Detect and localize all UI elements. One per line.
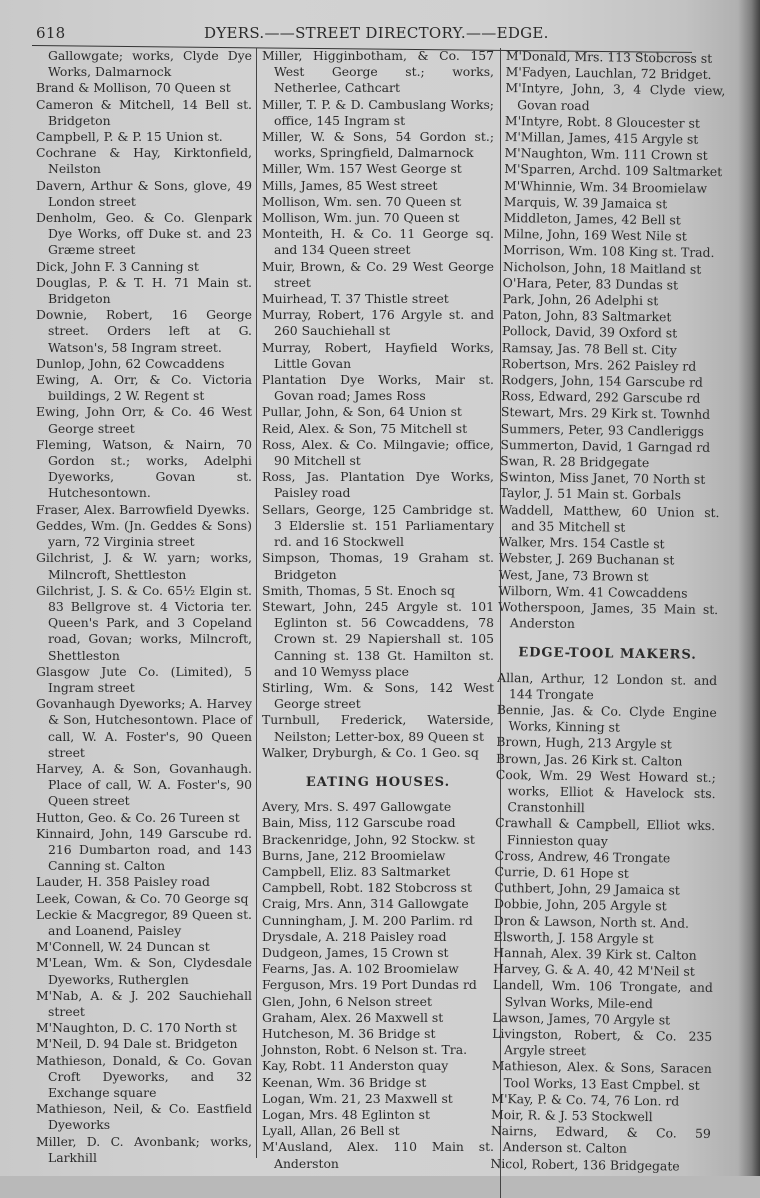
- directory-entry: Miller, T. P. & D. Cambuslang Works; office, 145 Ingram st: [262, 96, 494, 128]
- directory-entry: Bennie, Jas. & Co. Clyde Engine Works, Kinning st: [496, 701, 717, 735]
- directory-entry: Campbell, Eliz. 83 Saltmarket: [262, 863, 451, 879]
- directory-entry: M'Fadyen, Lauchlan, 72 Bridget.: [505, 64, 712, 83]
- directory-entry: Logan, Wm. 21, 23 Maxwell st: [262, 1090, 453, 1106]
- directory-entry: Lawson, James, 70 Argyle st: [492, 1009, 671, 1028]
- directory-entry: Gallowgate; works, Clyde Dye Works, Dalmarnock: [48, 48, 252, 80]
- directory-entry: Marquis, W. 39 Jamaica st: [503, 193, 668, 212]
- directory-entry: Downie, Robert, 16 George street. Orders left at G. Watson's, 58 Ingram street.: [36, 307, 252, 355]
- directory-entry: M'Kay, P. & Co. 74, 76 Lon. rd: [491, 1090, 680, 1109]
- column-divider: [256, 48, 257, 1158]
- directory-entry: Miller, Higginbotham, & Co. 157 West George st.; works, Netherlee, Cathcart: [262, 48, 494, 96]
- directory-entry: Swinton, Miss Janet, 70 North st: [499, 469, 706, 488]
- directory-entry: Fleming, Watson, & Nairn, 70 Gordon st.; works, Adelphi Dyeworks, Govan st. Hutchesontown.: [36, 436, 252, 501]
- directory-entry: M'Naughton, D. C. 170 North st: [36, 1020, 237, 1036]
- directory-entry: Landell, Wm. 106 Trongate, and Sylvan Works, Mile-end: [492, 977, 714, 1011]
- directory-entry: M'Ausland, Alex. 110 Main st. Anderston: [262, 1139, 494, 1171]
- directory-entry: Burns, Jane, 212 Broomielaw: [262, 847, 446, 863]
- directory-entry: Morrison, Wm. 108 King st. Trad.: [503, 242, 715, 261]
- directory-entry: Paton, John, 83 Saltmarket: [502, 307, 672, 325]
- directory-entry: Muirhead, T. 37 Thistle street: [262, 291, 449, 307]
- directory-entry: Taylor, J. 51 Main st. Gorbals: [499, 485, 682, 503]
- directory-entry: M'Lean, Wm. & Son, Clydesdale Dyeworks, Rutherglen: [36, 955, 252, 987]
- directory-entry: Fearns, Jas. A. 102 Broomielaw: [262, 961, 459, 977]
- directory-entry: Brackenridge, John, 92 Stockw. st: [262, 831, 475, 847]
- directory-entry: Glasgow Jute Co. (Limited), 5 Ingram street: [36, 663, 252, 695]
- directory-entry: Glen, John, 6 Nelson street: [262, 993, 432, 1009]
- directory-entry: Monteith, H. & Co. 11 George sq. and 134 Queen street: [262, 226, 494, 258]
- directory-entry: Harvey, A. & Son, Govanhaugh. Place of call, W. A. Foster's, 90 Queen street: [36, 760, 252, 809]
- directory-entry: Waddell, Matthew, 60 Union st. and 35 Mitchell st: [499, 501, 720, 535]
- column-3: [490, 48, 726, 1175]
- directory-entry: Mollison, Wm. sen. 70 Queen st: [262, 193, 462, 209]
- directory-entry: Swan, R. 28 Bridgegate: [500, 453, 650, 471]
- page-gutter-shadow: [738, 0, 760, 1176]
- directory-entry: Robertson, Mrs. 262 Paisley rd: [501, 355, 697, 374]
- directory-entry: Cuthbert, John, 29 Jamaica st: [494, 880, 680, 898]
- section-heading: EATING HOUSES.: [305, 774, 451, 790]
- directory-entry: Ross, Edward, 292 Garscube rd: [501, 388, 701, 407]
- directory-entry: Hutton, Geo. & Co. 26 Tureen st: [36, 809, 240, 825]
- directory-entry: Campbell, P. & P. 15 Union st.: [36, 129, 223, 145]
- directory-entry: Ross, Alex. & Co. Milngavie; office, 90 Mitchell st: [262, 436, 494, 469]
- directory-entry: Simpson, Thomas, 19 Graham st. Bridgeton: [262, 550, 494, 582]
- directory-entry: Brown, Hugh, 213 Argyle st: [496, 734, 672, 752]
- directory-entry: Reid, Alex. & Son, 75 Mitchell st: [262, 420, 468, 436]
- directory-entry: Campbell, Robt. 182 Stobcross st: [262, 880, 472, 896]
- directory-entry: Middleton, James, 42 Bell st: [503, 210, 681, 228]
- directory-entry: M'Naughton, Wm. 111 Crown st: [504, 145, 708, 164]
- section-heading: EDGE-TOOL MAKERS.: [518, 645, 697, 664]
- directory-entry: Craig, Mrs. Ann, 314 Gallowgate: [262, 896, 469, 912]
- directory-entry: Rodgers, John, 154 Garscube rd: [501, 372, 704, 390]
- directory-entry: Park, John, 26 Adelphi st: [502, 291, 659, 309]
- directory-entry: Geddes, Wm. (Jn. Geddes & Sons) yarn, 72 Virginia street: [36, 517, 252, 550]
- directory-entry: Davern, Arthur & Sons, glove, 49 London street: [36, 177, 252, 209]
- directory-entry: Muir, Brown, & Co. 29 West George street: [262, 258, 494, 290]
- directory-entry: Mollison, Wm. jun. 70 Queen st: [262, 210, 460, 226]
- directory-entry: Cunningham, J. M. 200 Parlim. rd: [262, 912, 473, 928]
- directory-entry: M'Millan, James, 415 Argyle st: [504, 129, 699, 147]
- directory-entry: Pollock, David, 39 Oxford st: [501, 323, 678, 341]
- directory-entry: Pullar, John, & Son, 64 Union st: [262, 404, 462, 420]
- directory-entry: Wilborn, Wm. 41 Cowcaddens: [498, 582, 688, 601]
- directory-entry: Wotherspoon, James, 35 Main st. Anderston: [498, 598, 719, 632]
- directory-entry: Moir, R. & J. 53 Stockwell: [491, 1106, 653, 1125]
- directory-entry: Allan, Arthur, 12 London st. and 144 Trongate: [497, 669, 718, 703]
- running-title: DYERS.——STREET DIRECTORY.——EDGE.: [204, 24, 549, 42]
- column-1: [36, 48, 252, 1166]
- directory-entry: Dudgeon, James, 15 Crown st: [262, 944, 449, 960]
- directory-entry: Ross, Jas. Plantation Dye Works, Paisley road: [262, 469, 494, 501]
- directory-entry: Gilchrist, J. S. & Co. 65½ Elgin st. 83 Bellgrove st. 4 Victoria ter. Queen's Park, and 3 Copeland road, Govan; works, Milncroft, Shettleston: [36, 582, 252, 663]
- directory-entry: Lauder, H. 358 Paisley road: [36, 874, 210, 890]
- directory-entry: Graham, Alex. 26 Maxwell st: [262, 1009, 444, 1025]
- directory-entry: M'Nab, A. & J. 202 Sauchiehall street: [36, 987, 252, 1019]
- directory-entry: Mathieson, Donald, & Co. Govan Croft Dyeworks, and 32 Exchange square: [36, 1052, 252, 1100]
- directory-entry: Summers, Peter, 93 Candleriggs: [500, 420, 704, 439]
- directory-entry: Brand & Mollison, 70 Queen st: [36, 80, 231, 96]
- directory-entry: M'Donald, Mrs. 113 Stobcross st: [505, 48, 713, 66]
- directory-entry: Mathieson, Neil, & Co. Eastfield Dyeworks: [36, 1101, 252, 1133]
- directory-entry: Leckie & Macgregor, 89 Queen st. and Loanend, Paisley: [36, 906, 252, 938]
- directory-entry: Kay, Robt. 11 Anderston quay: [262, 1058, 449, 1074]
- directory-entry: Gilchrist, J. & W. yarn; works, Milncroft, Shettleston: [36, 550, 252, 582]
- directory-entry: M'Intyre, John, 3, 4 Clyde view, Govan road: [505, 80, 726, 113]
- directory-entry: Dron & Lawson, North st. And.: [493, 912, 690, 931]
- directory-entry: Cook, Wm. 29 West Howard st.; works, Elliot & Havelock sts. Cranstonhill: [495, 766, 716, 816]
- directory-entry: Elsworth, J. 158 Argyle st: [493, 928, 654, 946]
- directory-entry: Johnston, Robt. 6 Nelson st. Tra.: [262, 1042, 468, 1058]
- directory-entry: Miller, D. C. Avonbank; works, Larkhill: [36, 1133, 252, 1165]
- directory-entry: Brown, Jas. 26 Kirk st. Calton: [495, 750, 683, 769]
- directory-entry: Harvey, G. & A. 40, 42 M'Neil st: [493, 961, 695, 979]
- directory-entry: Douglas, P. & T. H. 71 Main st. Bridgeton: [36, 274, 252, 307]
- directory-entry: Mills, James, 85 West street: [262, 177, 438, 193]
- directory-entry: M'Connell, W. 24 Duncan st: [36, 939, 210, 955]
- directory-entry: Dobbie, John, 205 Argyle st: [493, 896, 667, 914]
- directory-entry: Nairns, Edward, & Co. 59 Anderson st. Calton: [490, 1123, 711, 1157]
- directory-entry: Smith, Thomas, 5 St. Enoch sq: [262, 582, 455, 598]
- directory-entry: Avery, Mrs. S. 497 Gallowgate: [262, 799, 452, 815]
- directory-entry: Ramsay, Jas. 78 Bell st. City: [501, 339, 677, 358]
- directory-entry: Cochrane & Hay, Kirktonfield, Neilston: [36, 145, 252, 177]
- directory-entry: Govanhaugh Dyeworks; A. Harvey & Son, Hutchesontown. Place of call, W. A. Foster's, 90 Queen street: [36, 696, 252, 760]
- directory-entry: Summerton, David, 1 Garngad rd: [500, 436, 711, 455]
- directory-entry: Dick, John F. 3 Canning st: [36, 258, 199, 274]
- directory-entry: Logan, Mrs. 48 Eglinton st: [262, 1107, 430, 1122]
- directory-entry: M'Whinnie, Wm. 34 Broomielaw: [503, 177, 708, 196]
- directory-entry: Drysdale, A. 218 Paisley road: [262, 928, 447, 944]
- directory-entry: M'Sparren, Archd. 109 Saltmarket: [504, 161, 723, 180]
- directory-entry: M'Neil, D. 94 Dale st. Bridgeton: [36, 1036, 238, 1052]
- directory-entry: Stirling, Wm. & Sons, 142 West George street: [262, 679, 494, 712]
- directory-entry: Bain, Miss, 112 Garscube road: [262, 815, 456, 831]
- directory-entry: Stewart, John, 245 Argyle st. 101 Eglinton st. 56 Cowcaddens, 78 Crown st. 29 Napiershall st. 105 Canning st. 138 Gt. Hamilton st. and 10 Wemyss place: [262, 598, 494, 679]
- directory-entry: Milne, John, 169 West Nile st: [503, 226, 687, 244]
- page-header: [36, 14, 726, 42]
- directory-entry: Keenan, Wm. 36 Bridge st: [262, 1074, 427, 1090]
- directory-entry: Miller, W. & Sons, 54 Gordon st.; works, Springfield, Dalmarnock: [262, 129, 494, 161]
- directory-entry: Livingston, Robert, & Co. 235 Argyle street: [492, 1025, 713, 1059]
- directory-entry: Murray, Robert, Hayfield Works, Little Govan: [262, 339, 494, 371]
- directory-entry: Turnbull, Frederick, Waterside, Neilston; Letter-box, 89 Queen st: [262, 712, 494, 744]
- directory-entry: Walker, Dryburgh, & Co. 1 Geo. sq: [262, 744, 479, 760]
- directory-entry: Sellars, George, 125 Cambridge st. 3 Elderslie st. 151 Parliamentary rd. and 16 Stockwell: [262, 501, 494, 550]
- directory-entry: M'Intyre, Robt. 8 Gloucester st: [504, 112, 701, 131]
- directory-entry: Cameron & Mitchell, 14 Bell st. Bridgeton: [36, 96, 252, 128]
- directory-entry: Cross, Andrew, 46 Trongate: [494, 847, 671, 866]
- directory-entry: Leek, Cowan, & Co. 70 George sq: [36, 890, 249, 906]
- directory-entry: Nicholson, John, 18 Maitland st: [502, 258, 702, 277]
- column-2: [262, 48, 494, 1172]
- directory-entry: Murray, Robert, 176 Argyle st. and 260 Sauchiehall st: [262, 307, 494, 339]
- directory-entry: Ewing, John Orr, & Co. 46 West George street: [36, 404, 252, 436]
- directory-entry: Currie, D. 61 Hope st: [494, 863, 629, 881]
- directory-entry: Denholm, Geo. & Co. Glenpark Dye Works, off Duke st. and 23 Græme street: [36, 210, 252, 258]
- directory-entry: Walker, Mrs. 154 Castle st: [499, 534, 665, 552]
- directory-entry: West, Jane, 73 Brown st: [498, 566, 649, 584]
- directory-entry: Plantation Dye Works, Mair st. Govan road; James Ross: [262, 372, 494, 404]
- directory-entry: Nicol, Robert, 136 Bridgegate: [490, 1155, 680, 1174]
- directory-entry: Hannah, Alex. 39 Kirk st. Calton: [493, 944, 697, 963]
- directory-entry: Hutcheson, M. 36 Bridge st: [262, 1025, 436, 1041]
- directory-entry: Mathieson, Alex. & Sons, Saracen Tool Works, 13 East Cmpbel. st: [491, 1058, 712, 1093]
- directory-entry: Crawhall & Campbell, Elliot wks. Finnieston quay: [495, 815, 716, 849]
- directory-entry: Ferguson, Mrs. 19 Port Dundas rd: [262, 977, 477, 993]
- directory-entry: Dunlop, John, 62 Cowcaddens: [36, 355, 225, 371]
- directory-entry: Lyall, Allan, 26 Bell st: [262, 1123, 400, 1139]
- directory-entry: Ewing, A. Orr, & Co. Victoria buildings, 2 W. Regent st: [36, 372, 252, 404]
- directory-entry: Stewart, Mrs. 29 Kirk st. Townhd: [500, 404, 711, 423]
- directory-entry: Kinnaird, John, 149 Garscube rd. 216 Dumbarton road, and 143 Canning st. Calton: [36, 825, 252, 874]
- directory-entry: Webster, J. 269 Buchanan st: [498, 550, 675, 568]
- directory-entry: Miller, Wm. 157 West George st: [262, 161, 462, 177]
- directory-entry: Fraser, Alex. Barrowfield Dyewks.: [36, 501, 250, 517]
- directory-entry: O'Hara, Peter, 83 Dundas st: [502, 274, 679, 293]
- page-number: 618: [36, 24, 66, 42]
